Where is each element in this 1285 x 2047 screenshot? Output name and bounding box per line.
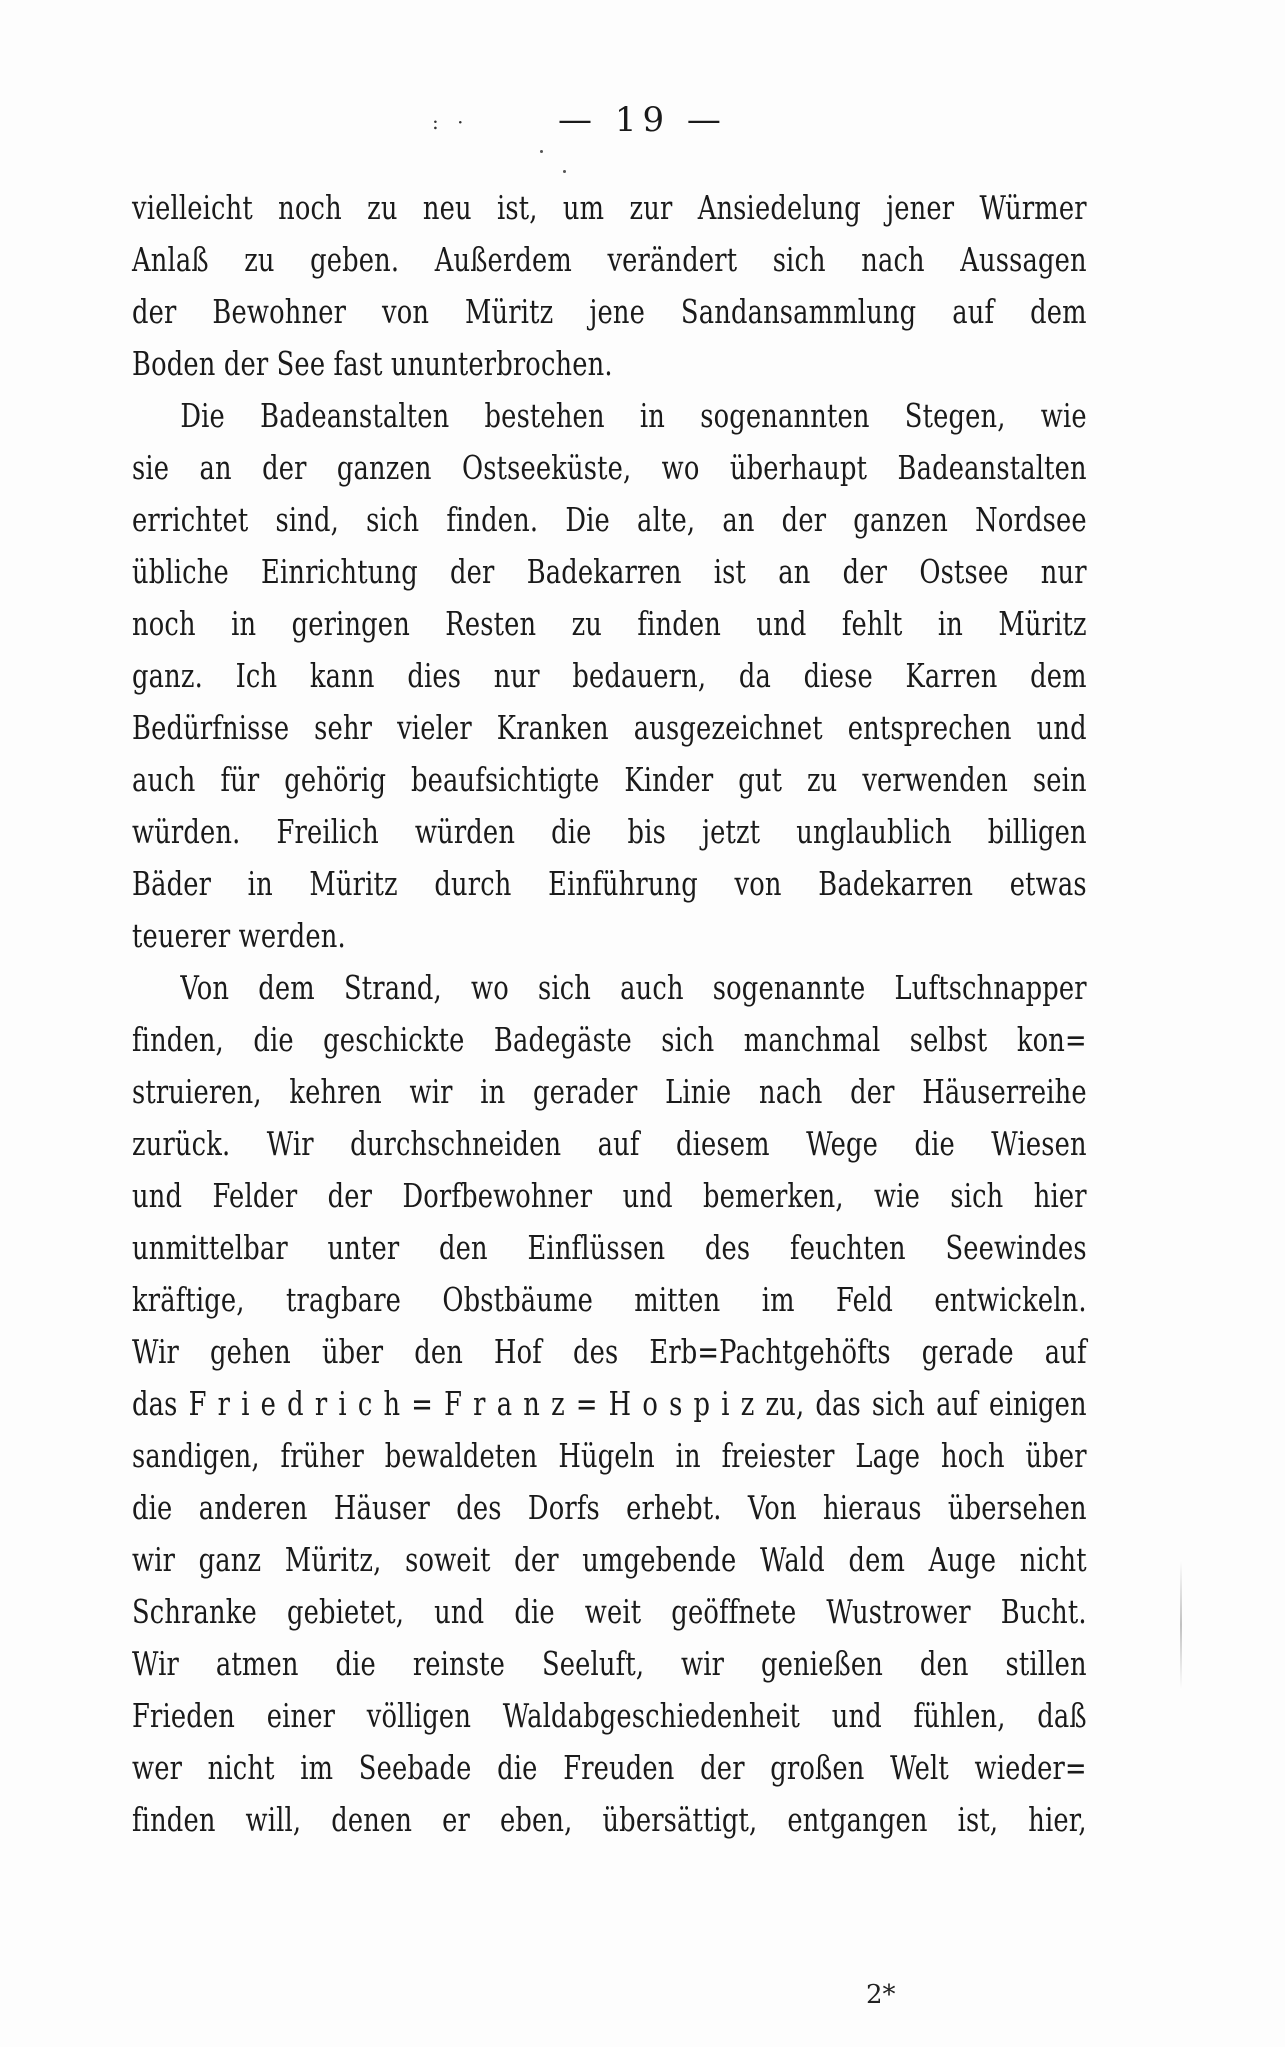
body-text bbox=[132, 182, 1087, 1846]
text-line: finden will, denen er eben, übersättigt, entgangen ist, hier, bbox=[132, 1800, 1087, 1839]
scan-speck bbox=[563, 170, 566, 173]
text-line: und Felder der Dorfbewohner und bemerken, wie sich hier bbox=[132, 1176, 1087, 1215]
text-line: teuerer werden. bbox=[132, 916, 346, 955]
text-line: ganz. Ich kann dies nur bedauern, da diese Karren dem bbox=[132, 656, 1087, 695]
scan-speck bbox=[540, 150, 543, 153]
text-line: noch in geringen Resten zu finden und fehlt in Müritz bbox=[132, 604, 1087, 643]
text-line: Anlaß zu geben. Außerdem verändert sich nach Aussagen bbox=[132, 240, 1087, 279]
text-line: würden. Freilich würden die bis jetzt unglaublich billigen bbox=[132, 812, 1087, 851]
text-line: Wir atmen die reinste Seeluft, wir genießen den stillen bbox=[132, 1644, 1087, 1683]
paragraph bbox=[132, 390, 1087, 962]
text-line: zurück. Wir durchschneiden auf diesem Wege die Wiesen bbox=[132, 1124, 1087, 1163]
text-line: sandigen, früher bewaldeten Hügeln in freiester Lage hoch über bbox=[132, 1436, 1087, 1475]
text-line: struieren, kehren wir in gerader Linie nach der Häuserreihe bbox=[132, 1072, 1087, 1111]
text-line: Boden der See fast ununterbrochen. bbox=[132, 344, 613, 383]
text-line: auch für gehörig beaufsichtigte Kinder gut zu verwenden sein bbox=[132, 760, 1087, 799]
printer-signature-mark: 2* bbox=[866, 1980, 896, 2010]
scan-specks: : · bbox=[432, 110, 470, 134]
text-line: Schranke gebietet, und die weit geöffnete Wustrower Bucht. bbox=[132, 1592, 1087, 1631]
text-line: der Bewohner von Müritz jene Sandansammlung auf dem bbox=[132, 292, 1087, 331]
text-line: errichtet sind, sich finden. Die alte, an der ganzen Nordsee bbox=[132, 500, 1087, 539]
page-number-label: — 19 — bbox=[558, 100, 727, 140]
text-line: wir ganz Müritz, soweit der umgebende Wald dem Auge nicht bbox=[132, 1540, 1087, 1579]
paragraph bbox=[132, 962, 1087, 1846]
text-line: Von dem Strand, wo sich auch sogenannte Luftschnapper bbox=[180, 968, 1087, 1007]
text-line: wer nicht im Seebade die Freuden der großen Welt wieder= bbox=[132, 1748, 1087, 1787]
text-line: übliche Einrichtung der Badekarren ist an der Ostsee nur bbox=[132, 552, 1087, 591]
text-line: vielleicht noch zu neu ist, um zur Ansiedelung jener Würmer bbox=[132, 188, 1087, 227]
paragraph bbox=[132, 182, 1087, 390]
scan-artifact-line bbox=[1180, 1560, 1182, 1690]
page-number bbox=[0, 100, 1285, 140]
text-line: finden, die geschickte Badegäste sich manchmal selbst kon= bbox=[132, 1020, 1087, 1059]
text-line: Frieden einer völligen Waldabgeschiedenheit und fühlen, daß bbox=[132, 1696, 1087, 1735]
text-line: die anderen Häuser des Dorfs erhebt. Von hieraus übersehen bbox=[132, 1488, 1087, 1527]
text-line: Die Badeanstalten bestehen in sogenannten Stegen, wie bbox=[180, 396, 1087, 435]
text-line: kräftige, tragbare Obstbäume mitten im Feld entwickeln. bbox=[132, 1280, 1087, 1319]
text-line: Bäder in Müritz durch Einführung von Badekarren etwas bbox=[132, 864, 1087, 903]
text-line: sie an der ganzen Ostseeküste, wo überhaupt Badeanstalten bbox=[132, 448, 1087, 487]
text-line: unmittelbar unter den Einflüssen des feuchten Seewindes bbox=[132, 1228, 1087, 1267]
text-line: Wir gehen über den Hof des Erb=Pachtgehöfts gerade auf bbox=[132, 1332, 1087, 1371]
text-line: das F r i e d r i c h = F r a n z = H o s p i z zu, das sich auf einigen bbox=[132, 1384, 1087, 1423]
text-line: Bedürfnisse sehr vieler Kranken ausgezeichnet entsprechen und bbox=[132, 708, 1087, 747]
